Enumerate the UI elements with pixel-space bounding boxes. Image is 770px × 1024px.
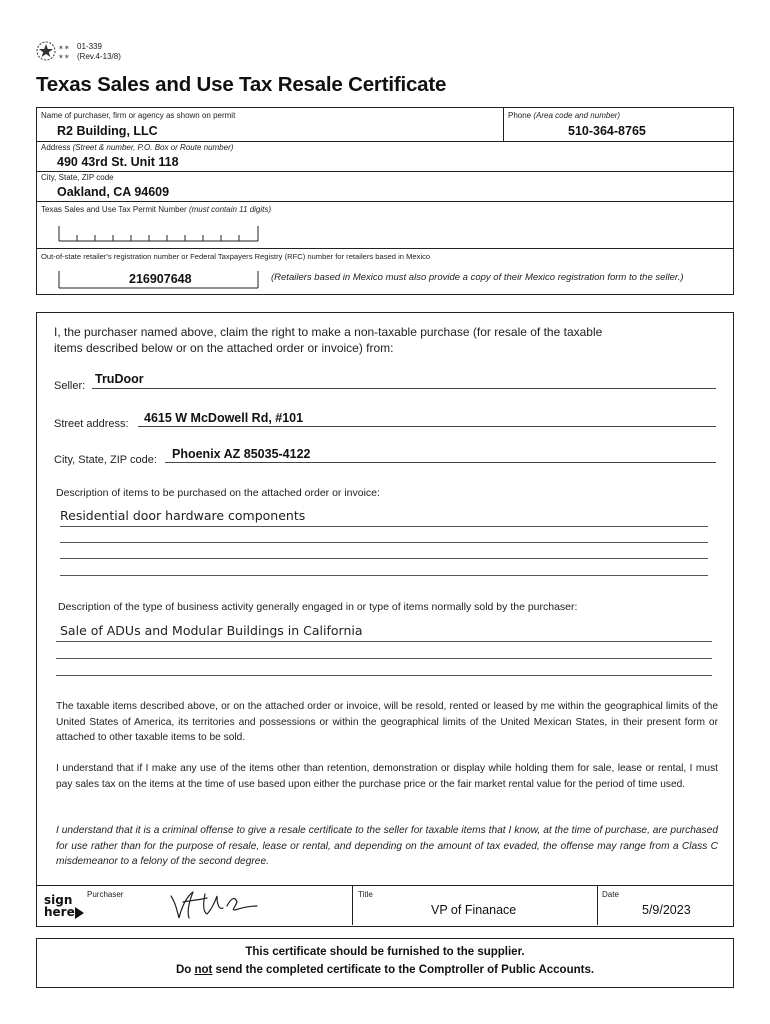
items-label: Description of items to be purchased on the attached order or invoice: xyxy=(56,487,380,499)
city-label: City, State, ZIP code xyxy=(41,173,114,182)
business-field[interactable]: Sale of ADUs and Modular Buildings in California xyxy=(60,623,363,638)
sign-here-icon: sign here xyxy=(44,895,86,921)
permit-label: Texas Sales and Use Tax Permit Number (must contain 11 digits) xyxy=(41,205,272,214)
city-field[interactable]: Oakland, CA 94609 xyxy=(57,185,170,199)
phone-label: Phone (Area code and number) xyxy=(508,111,621,120)
page-title: Texas Sales and Use Tax Resale Certificate xyxy=(36,73,447,96)
items-field[interactable]: Residential door hardware components xyxy=(60,508,306,523)
claim-intro-line1: I, the purchaser named above, claim the right to make a non-taxable purchase (for resale of the taxable xyxy=(54,325,603,339)
seller-street-label: Street address: xyxy=(54,418,129,430)
title-field[interactable]: VP of Finanace xyxy=(431,903,517,917)
date-field[interactable]: 5/9/2023 xyxy=(642,903,691,917)
outofstate-field[interactable]: 216907648 xyxy=(129,272,192,286)
seller-city-label: City, State, ZIP code: xyxy=(54,454,157,466)
title-label: Title xyxy=(358,890,373,899)
seller-field[interactable]: TruDoor xyxy=(95,372,144,386)
address-field[interactable]: 490 43rd St. Unit 118 xyxy=(57,155,179,169)
svg-text:✶✶: ✶✶ xyxy=(58,44,70,52)
texas-seal-icon xyxy=(36,40,76,62)
svg-text:✶✶: ✶✶ xyxy=(58,53,70,61)
footer-line1: This certificate should be furnished to the supplier. xyxy=(245,946,525,958)
signature-image[interactable] xyxy=(165,888,265,922)
outofstate-label: Out-of-state retailer's registration number or Federal Taxpayers Registry (RFC) number for retailers based in Mexico xyxy=(41,252,431,261)
use-tax-statement: I understand that if I make any use of the items other than retention, demonstration or display while holding them for sale, lease or rental, I must pay sales tax on the items at the time of use based upon either the purchase price or the fair market rental value for the period of time used. xyxy=(56,763,718,790)
purchaser-signature-label: Purchaser xyxy=(87,890,124,899)
footer-line2: Do not send the completed certificate to the Comptroller of Public Accounts. xyxy=(175,964,595,976)
resale-statement: The taxable items described above, or on the attached order or invoice, will be resold, rented or leased by me within the geographical limits of the United States of America, its territories and possessions or within the geographical limits of the United Mexican States, in their present form or attached to other taxable items to be sold. xyxy=(56,701,718,744)
address-label: Address (Street & number, P.O. Box or Route number) xyxy=(41,143,234,152)
seller-city-field[interactable]: Phoenix AZ 85035-4122 xyxy=(172,447,311,461)
mexico-note: (Retailers based in Mexico must also provide a copy of their Mexico registration form to the seller.) xyxy=(271,272,684,283)
seller-street-field[interactable]: 4615 W McDowell Rd, #101 xyxy=(144,411,304,425)
phone-field[interactable]: 510-364-8765 xyxy=(568,124,646,138)
date-label: Date xyxy=(602,890,619,899)
form-revision: (Rev.4-13/8) xyxy=(77,52,121,61)
purchaser-name-field[interactable]: R2 Building, LLC xyxy=(57,124,158,138)
form-number: 01-339 xyxy=(77,42,102,51)
business-label: Description of the type of business activity generally engaged in or type of items normally sold by the purchaser: xyxy=(58,601,578,613)
permit-digit-boxes[interactable] xyxy=(58,222,260,244)
claim-intro-line2: items described below or on the attached order or invoice) from: xyxy=(54,341,394,355)
purchaser-name-label: Name of purchaser, firm or agency as shown on permit xyxy=(41,111,236,120)
criminal-offense-statement: I understand that it is a criminal offense to give a resale certificate to the seller for taxable items that I know, at the time of purchase, are purchased for use rather than for the purpose of resale, lease or rental, and depending on the amount of tax evaded, the offense may range from a Class C misdemeanor to a felony of the second degree. xyxy=(56,825,718,868)
seller-label: Seller: xyxy=(54,380,86,392)
